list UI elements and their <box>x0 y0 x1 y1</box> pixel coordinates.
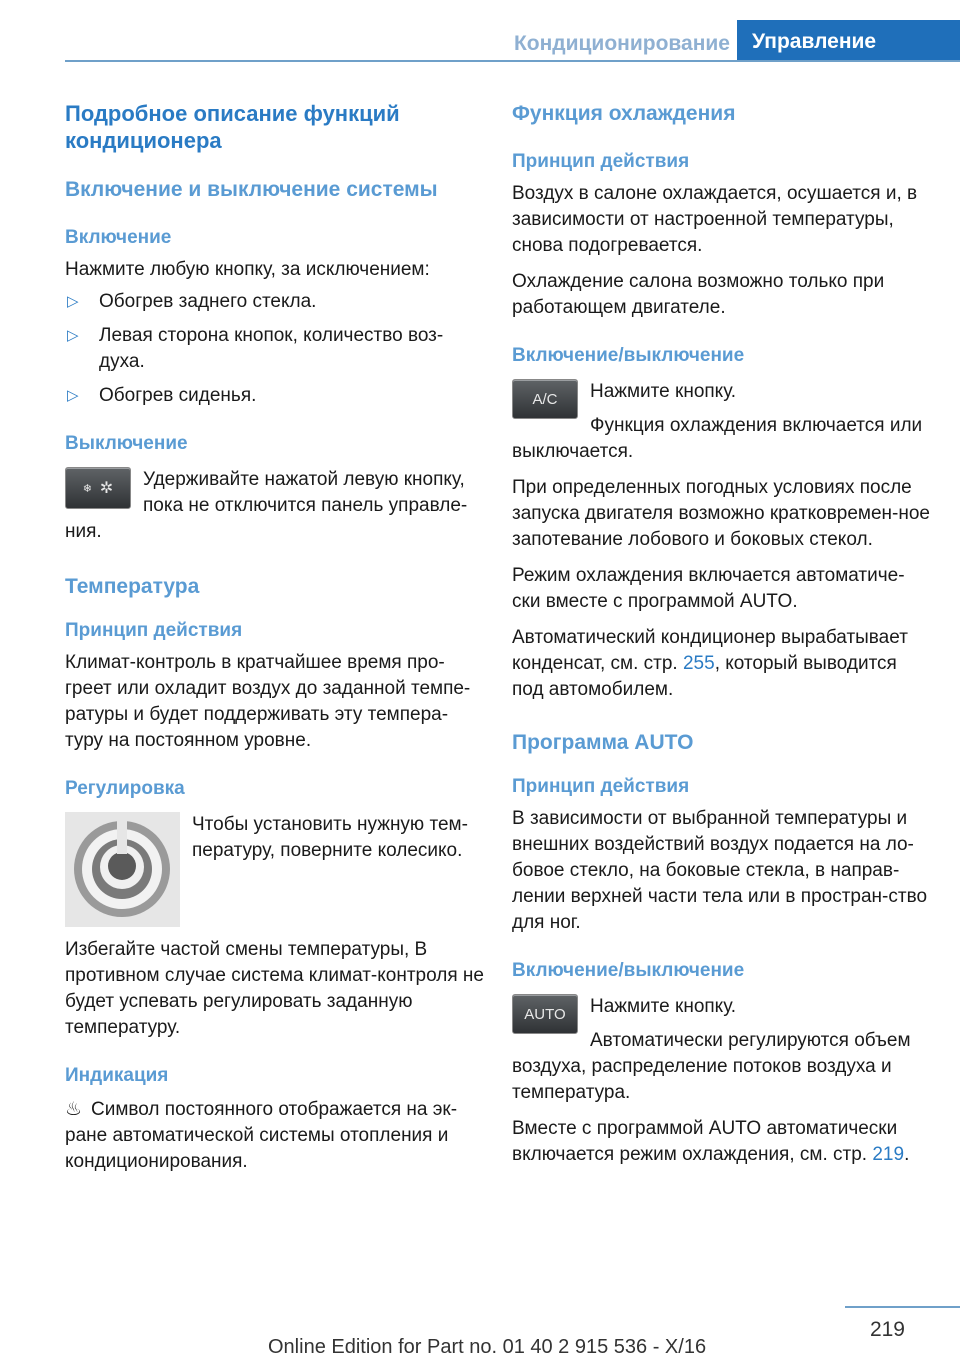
auto-button-image: AUTO <box>512 994 578 1034</box>
auto-block <box>512 994 932 1106</box>
bullet-triangle-icon: ▷ <box>67 293 79 310</box>
bullet-triangle-icon: ▷ <box>67 387 79 404</box>
temp-principle-title: Принцип действия <box>65 620 243 641</box>
cool-press: Нажмите кнопку. <box>590 381 737 402</box>
temperature-knob-image <box>65 812 180 927</box>
cool-fog: При определенных погодных условиях после запуска двигателя возможно кратковремен‐ное запотевание лобового и боковых стекол. <box>512 477 930 550</box>
auto-onoff-title: Включение/выключение <box>512 960 745 981</box>
footer-rule <box>845 1306 960 1308</box>
cool-onoff-title: Включение/выключение <box>512 345 745 366</box>
heating-symbol-icon: ♨ <box>65 1099 83 1120</box>
cool-principle-title: Принцип действия <box>512 151 690 172</box>
ac-block <box>512 379 932 465</box>
page-link-219[interactable]: 219 <box>872 1144 905 1165</box>
fan-off-button-image <box>65 467 131 509</box>
cool-principle-text1: Воздух в салоне охлаждается, осушается и, в зависимости от настроенной температуры, снова подогревается. <box>512 183 918 256</box>
temp-principle-text: Климат-контроль в кратчайшее время про‐греет или охладит воздух до заданной темпе‐ратуры и будет поддерживать эту темпера‐туру на постоянном уровне. <box>65 652 471 751</box>
header-section: Кондиционирование <box>513 32 730 55</box>
cool-condensate: Автоматический кондиционер вырабатывает конденсат, см. стр. 255, который выводится под автомобилем. <box>512 627 908 700</box>
auto-principle-text: В зависимости от выбранной температуры и внешних воздействий воздух подается на ло‐бовое стекло, на боковые стекла, в направ‐лении верхней части тела или в простран‐ство для ног. <box>512 808 928 933</box>
adjust-note: Избегайте частой смены температуры, В противном случае система климат-контроля не будет успевать регулировать заданную температуру. <box>65 939 484 1038</box>
indication-title: Индикация <box>65 1065 169 1086</box>
off-symbol-icon: ❄ <box>82 482 92 495</box>
indication-paragraph: ♨ Символ постоянного отображается на эк‐ране автоматической системы отопления и кондиционирования. <box>65 1099 458 1172</box>
left-column <box>65 100 485 1175</box>
edition-line: Online Edition for Part no. 01 40 2 915 536 - X/16 <box>268 1336 707 1358</box>
page-title: Подробное описание функций кондиционера <box>65 101 400 153</box>
cool-title: Функция охлаждения <box>512 102 736 125</box>
temp-title: Температура <box>65 575 200 598</box>
cool-auto-mode: Режим охлаждения включается автоматиче‐ски вместе с программой AUTO. <box>512 565 905 612</box>
list-item: ▷ Левая сторона кнопок, количество воз‐духа. <box>67 325 444 372</box>
page-link-255[interactable]: 255 <box>682 653 715 674</box>
adjust-title: Регулировка <box>65 778 185 799</box>
list-item: ▷ Обогрев сиденья. <box>65 383 485 409</box>
auto-adjust: Автоматически регулируются объем воздуха, распределение потоков воздуха и температура. <box>512 1030 911 1103</box>
off-title: Выключение <box>65 433 188 454</box>
knob-icon <box>65 812 180 927</box>
adjust-block <box>65 812 485 927</box>
adjust-text: Чтобы установить нужную тем‐пературу, поверните колесико. <box>192 814 468 861</box>
auto-cool: Вместе с программой AUTO автоматически включается режим охлаждения, см. стр. 219. <box>512 1118 910 1165</box>
bullet-triangle-icon: ▷ <box>67 327 79 344</box>
auto-press: Нажмите кнопку. <box>590 996 737 1017</box>
list-item: ▷ Обогрев заднего стекла. <box>65 289 485 315</box>
ac-button-image: A/C <box>512 379 578 419</box>
onoff-title: Включение и выключение системы <box>65 178 438 201</box>
on-title: Включение <box>65 227 172 248</box>
header-chapter: Управление <box>737 20 960 62</box>
auto-principle-title: Принцип действия <box>512 776 690 797</box>
on-text: Нажмите любую кнопку, за исключением: <box>65 259 430 280</box>
off-text: Удерживайте нажатой левую кнопку, пока не отключится панель управле‐ния. <box>65 469 468 542</box>
on-list <box>65 289 485 409</box>
right-column <box>512 100 932 1168</box>
cool-principle-text2: Охлаждение салона возможно только при работающем двигателе. <box>512 271 885 318</box>
off-block <box>65 467 485 545</box>
header-rule <box>65 60 960 62</box>
cool-toggle: Функция охлаждения включается или выключается. <box>512 415 923 462</box>
auto-title: Программа AUTO <box>512 731 694 754</box>
fan-icon: ✲ <box>99 480 114 497</box>
page-number: 219 <box>869 1318 905 1341</box>
